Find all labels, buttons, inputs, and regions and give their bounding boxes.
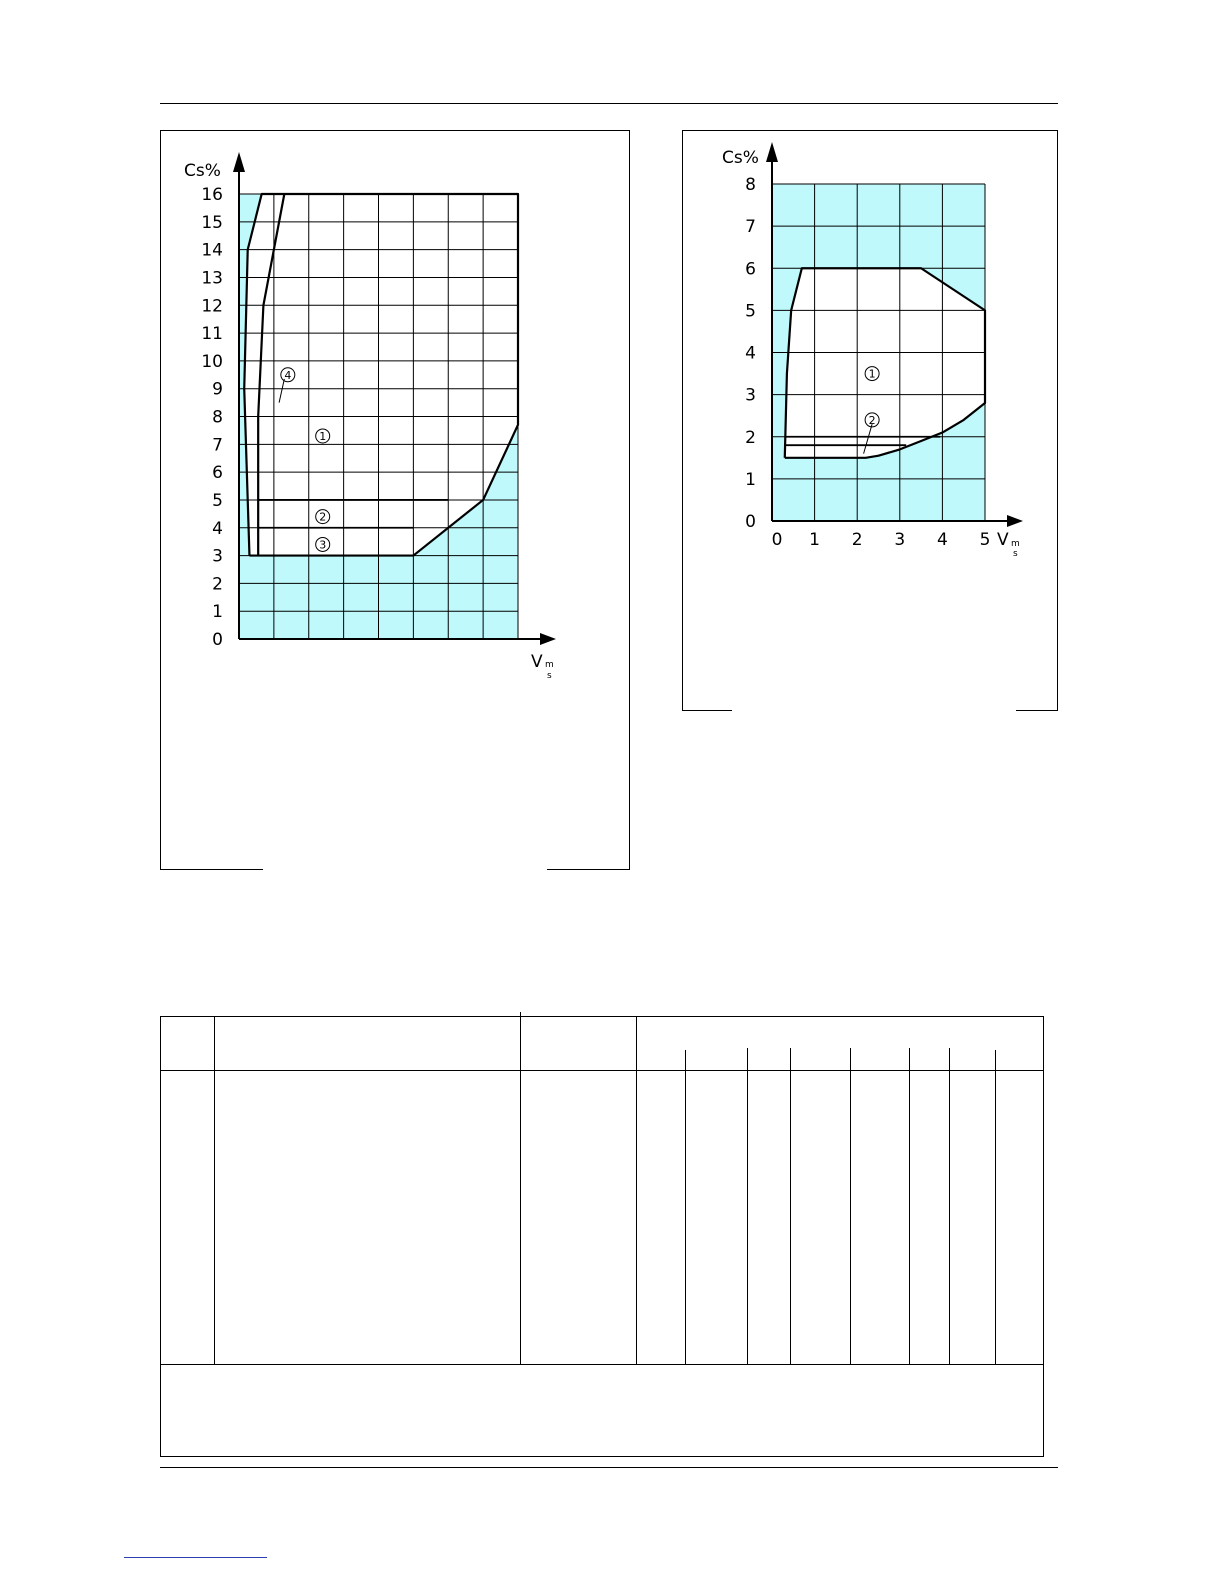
chart-1-y-tick-label: 0 xyxy=(212,630,223,650)
chart-2-x-axis-unit-num: m xyxy=(1011,539,1020,549)
chart-2-x-tick-label: 3 xyxy=(894,530,906,550)
chart-1-region-3-label: 3 xyxy=(319,538,327,552)
table-body-bottom xyxy=(160,1364,1044,1365)
table-subcol-1 xyxy=(685,1050,686,1364)
chart-1-y-tick-label: 1 xyxy=(212,602,223,623)
table-subcol-2 xyxy=(747,1048,748,1364)
chart-1-region-1-label: 1 xyxy=(319,429,327,443)
table-subcol-7 xyxy=(995,1050,996,1364)
chart-1-y-tick-label: 11 xyxy=(201,324,223,345)
chart-2-x-tick-label: 0 xyxy=(771,530,783,550)
footer-rule xyxy=(160,1467,1058,1468)
chart-1-y-tick-label: 12 xyxy=(201,296,223,317)
chart-1-y-tick-label: 10 xyxy=(201,351,223,372)
chart-2-region-1-label: 1 xyxy=(868,367,876,381)
chart-2-x-axis-label: V xyxy=(997,530,1009,550)
chart-2-y-tick-label: 7 xyxy=(745,217,756,238)
chart-1-y-tick-label: 5 xyxy=(212,490,223,511)
chart-1-y-tick-label: 15 xyxy=(201,212,223,233)
chart-1-y-tick-label: 16 xyxy=(201,185,223,205)
table-subcol-4 xyxy=(850,1048,851,1364)
table-left-border xyxy=(160,1016,161,1457)
chart-1-y-tick-label: 3 xyxy=(212,546,223,567)
table-top-border xyxy=(160,1016,1044,1017)
chart-2-region-2-label: 2 xyxy=(868,413,876,427)
chart-1-y-tick-label: 7 xyxy=(212,435,223,456)
chart-2-y-axis-arrow xyxy=(766,142,778,162)
chart-1-y-tick-label: 6 xyxy=(212,463,223,484)
chart-2-y-tick-label: 4 xyxy=(745,343,756,364)
table-subcol-3 xyxy=(790,1048,791,1364)
chart-1-region-2-label: 2 xyxy=(319,510,327,524)
chart-2-y-axis-label: Cs% xyxy=(722,148,759,168)
chart-2-y-tick-label: 5 xyxy=(745,301,756,322)
table-right-border xyxy=(1043,1016,1044,1457)
chart-2-x-tick-label: 2 xyxy=(851,530,863,550)
chart-2-y-ticks xyxy=(745,175,756,532)
chart-1-y-tick-label: 9 xyxy=(212,379,223,400)
chart-1-y-tick-label: 8 xyxy=(212,407,223,428)
chart-2-y-tick-label: 0 xyxy=(745,512,756,532)
chart-2-x-axis-unit-den: s xyxy=(1013,549,1018,559)
chart-2-y-tick-label: 1 xyxy=(745,469,756,490)
chart-2-x-axis-arrow xyxy=(1007,515,1023,527)
table-bottom-border xyxy=(160,1456,1044,1457)
footer-link-underline[interactable] xyxy=(124,1557,267,1558)
chart-1-y-axis-label: Cs% xyxy=(184,161,221,181)
table-subcol-6 xyxy=(949,1048,950,1364)
chart-2-x-tick-label: 1 xyxy=(809,530,821,550)
chart-1-x-axis-unit-den: s xyxy=(547,671,552,681)
chart-2-x-tick-label: 5 xyxy=(979,530,991,550)
table-col-divider-1 xyxy=(214,1016,215,1364)
chart-2-y-tick-label: 2 xyxy=(745,427,756,448)
chart-1-y-tick-label: 14 xyxy=(201,240,223,261)
chart-2-y-tick-label: 3 xyxy=(745,385,756,406)
chart-1-region-4-label: 4 xyxy=(284,368,292,382)
table-header-separator xyxy=(160,1070,1044,1071)
chart-2-y-tick-label: 6 xyxy=(745,259,756,280)
chart-2-x-ticks xyxy=(772,530,991,550)
chart-1-y-tick-label: 13 xyxy=(201,268,223,289)
chart-1-x-axis-unit-num: m xyxy=(545,660,554,670)
table-subcol-5 xyxy=(909,1048,910,1364)
table-col-divider-3 xyxy=(636,1016,637,1364)
table-col-divider-2 xyxy=(520,1012,521,1364)
chart-2-y-tick-label: 8 xyxy=(745,175,756,195)
chart-1-y-tick-label: 4 xyxy=(212,518,223,539)
chart-2-x-tick-label: 4 xyxy=(936,530,948,550)
chart-1-y-tick-label: 2 xyxy=(212,574,223,595)
chart-1-x-axis-label: V xyxy=(531,652,543,672)
